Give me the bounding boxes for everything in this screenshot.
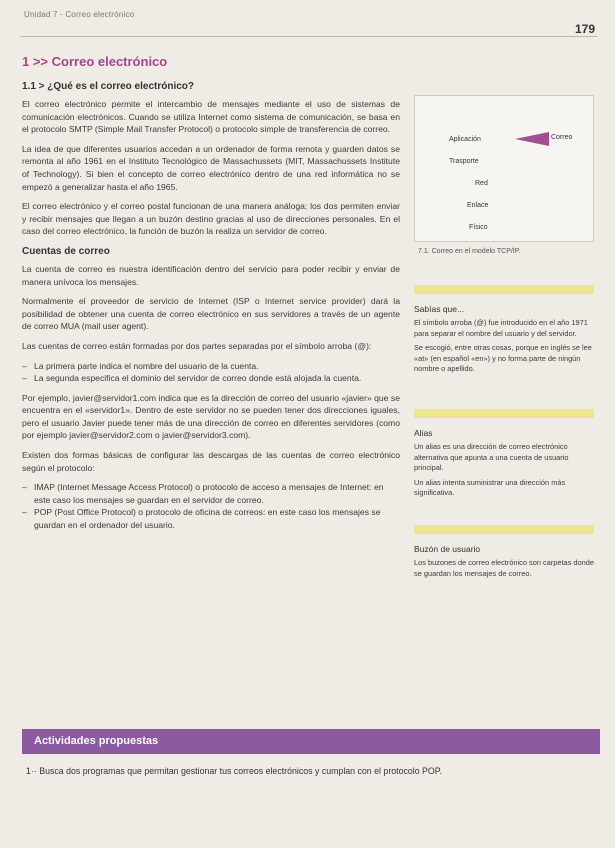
activity-item: 1·· Busca dos programas que permitan gestionar tus correos electrónicos y cumplan con el protocolo POP. — [26, 766, 442, 776]
header-rule — [20, 36, 597, 37]
paragraph: El correo electrónico permite el intercambio de mensajes mediante el uso de sistemas de comunicación electrónicos. Cuando se utiliza Internet como sistema de comunicación, se basa en el protocolo SMTP (Simple Mail Transfer Protocol) o protocolo simple de transferencia de correo. — [22, 99, 400, 135]
paragraph: Normalmente el proveedor de servicio de Internet (ISP o Internet service provider) dará la posibilidad de obtener una cuenta de correo electrónico en sus servidores a través de un agente de correo MUA (mail user agent). — [22, 296, 400, 332]
tcpip-figure — [414, 95, 594, 242]
highlight-bar — [414, 525, 594, 534]
sidebar-box-title: Sabías que... — [414, 304, 465, 314]
layer-label: Trasporte — [449, 158, 479, 165]
paragraph: El correo electrónico y el correo postal funcionan de una manera análoga: los dos permiten enviar y recibir mensajes que llegan a un buzón destino gracias al uso de direcciones personales. En el caso del correo electrónico, la función de buzón la realiza un servidor de correo. — [22, 201, 400, 237]
highlight-bar — [414, 285, 594, 294]
page-number: 179 — [574, 22, 595, 36]
layer-label: Enlace — [467, 202, 489, 209]
layer-label: Físico — [469, 224, 488, 231]
paragraph: Existen dos formas básicas de configurar las descargas de las cuentas de correo electrónico según el protocolo: — [22, 450, 400, 473]
sidebar-box-title: Buzón de usuario — [414, 543, 481, 554]
sidebar-box-title: Alias — [414, 427, 433, 438]
paragraph: Las cuentas de correo están formadas por dos partes separadas por el símbolo arroba (@): — [22, 340, 372, 351]
layer-label: Red — [475, 180, 488, 187]
unit-label: Unidad 7 - Correo electrónico — [24, 10, 135, 19]
cuentas-heading: Cuentas de correo — [22, 245, 110, 257]
activities-banner: Actividades propuestas — [22, 729, 600, 754]
highlight-bar — [414, 409, 594, 418]
list-item: – La segunda especifica el dominio del servidor de correo donde está alojada la cuenta. — [22, 373, 362, 384]
sidebar-text: El símbolo arroba (@) fue introducido en el año 1971 para separar el nombre del usuario y del servidor. — [414, 318, 588, 338]
sidebar-text: Un alias intenta suministrar una dirección más significativa. — [414, 477, 566, 498]
paragraph: La idea de que diferentes usuarios accedan a un ordenador de forma remota y guarden datos se remonta al año 1961 en el Instituto Tecnológico de Massachussets (MIT, Massachussets Institute of Technology). Si bien el concepto de correo electrónico dentro de una red informática no se empezó a generalizar hasta el año 1965. — [22, 143, 400, 192]
section-subtitle: 1.1 > ¿Qué es el correo electrónico? — [22, 81, 195, 92]
list-item: – IMAP (Internet Message Access Protocol) o protocolo de acceso a mensajes de Internet: en este caso los mensajes se guardan en el servidor de correo. — [22, 482, 384, 505]
sidebar-text: Se escogió, entre otras cosas, porque en inglés se lee «at» (en español «en») y no forma parte de ningún nombre o apellido. — [414, 343, 592, 374]
section-title: 1 >> Correo electrónico — [22, 54, 168, 69]
list-item: – POP (Post Office Protocol) o protocolo de oficina de correos: en este caso los mensajes se guardan en el ordenador del usuario. — [22, 507, 381, 531]
figure-caption: 7.1. Correo en el modelo TCP/IP. — [418, 248, 521, 255]
protocol-list — [22, 481, 400, 531]
sidebar-text: Un alias es una dirección de correo electrónico alternativa que apunta a una cuenta de usuario principal. — [414, 441, 569, 473]
layer-label: Aplicación — [449, 136, 481, 143]
arrow-label: Correo — [551, 134, 573, 141]
main-column — [22, 52, 400, 539]
arrow-left-icon — [515, 132, 549, 146]
account-parts-list — [22, 360, 400, 385]
paragraph: Por ejemplo, javier@servidor1.com indica que es la dirección de correo del usuario «javier» que se encuentra en el «servidor1». Dentro de este servidor no se pueden tener dos direcciones iguales, pero el usuario Javier puede tener más de una dirección de correo en diferentes servidores (como por ejemplo javier@servidor2.com o javier@servidor3.com). — [22, 392, 400, 441]
sidebar-text: Los buzones de correo electrónico son carpetas donde se guardan los mensajes de correo. — [414, 557, 594, 578]
paragraph: La cuenta de correo es nuestra identificación dentro del servicio para poder recibir y enviar de manera unívoca los mensajes. — [22, 263, 400, 287]
list-item: – La primera parte indica el nombre del usuario de la cuenta. — [22, 360, 259, 371]
sidebar — [414, 95, 594, 583]
